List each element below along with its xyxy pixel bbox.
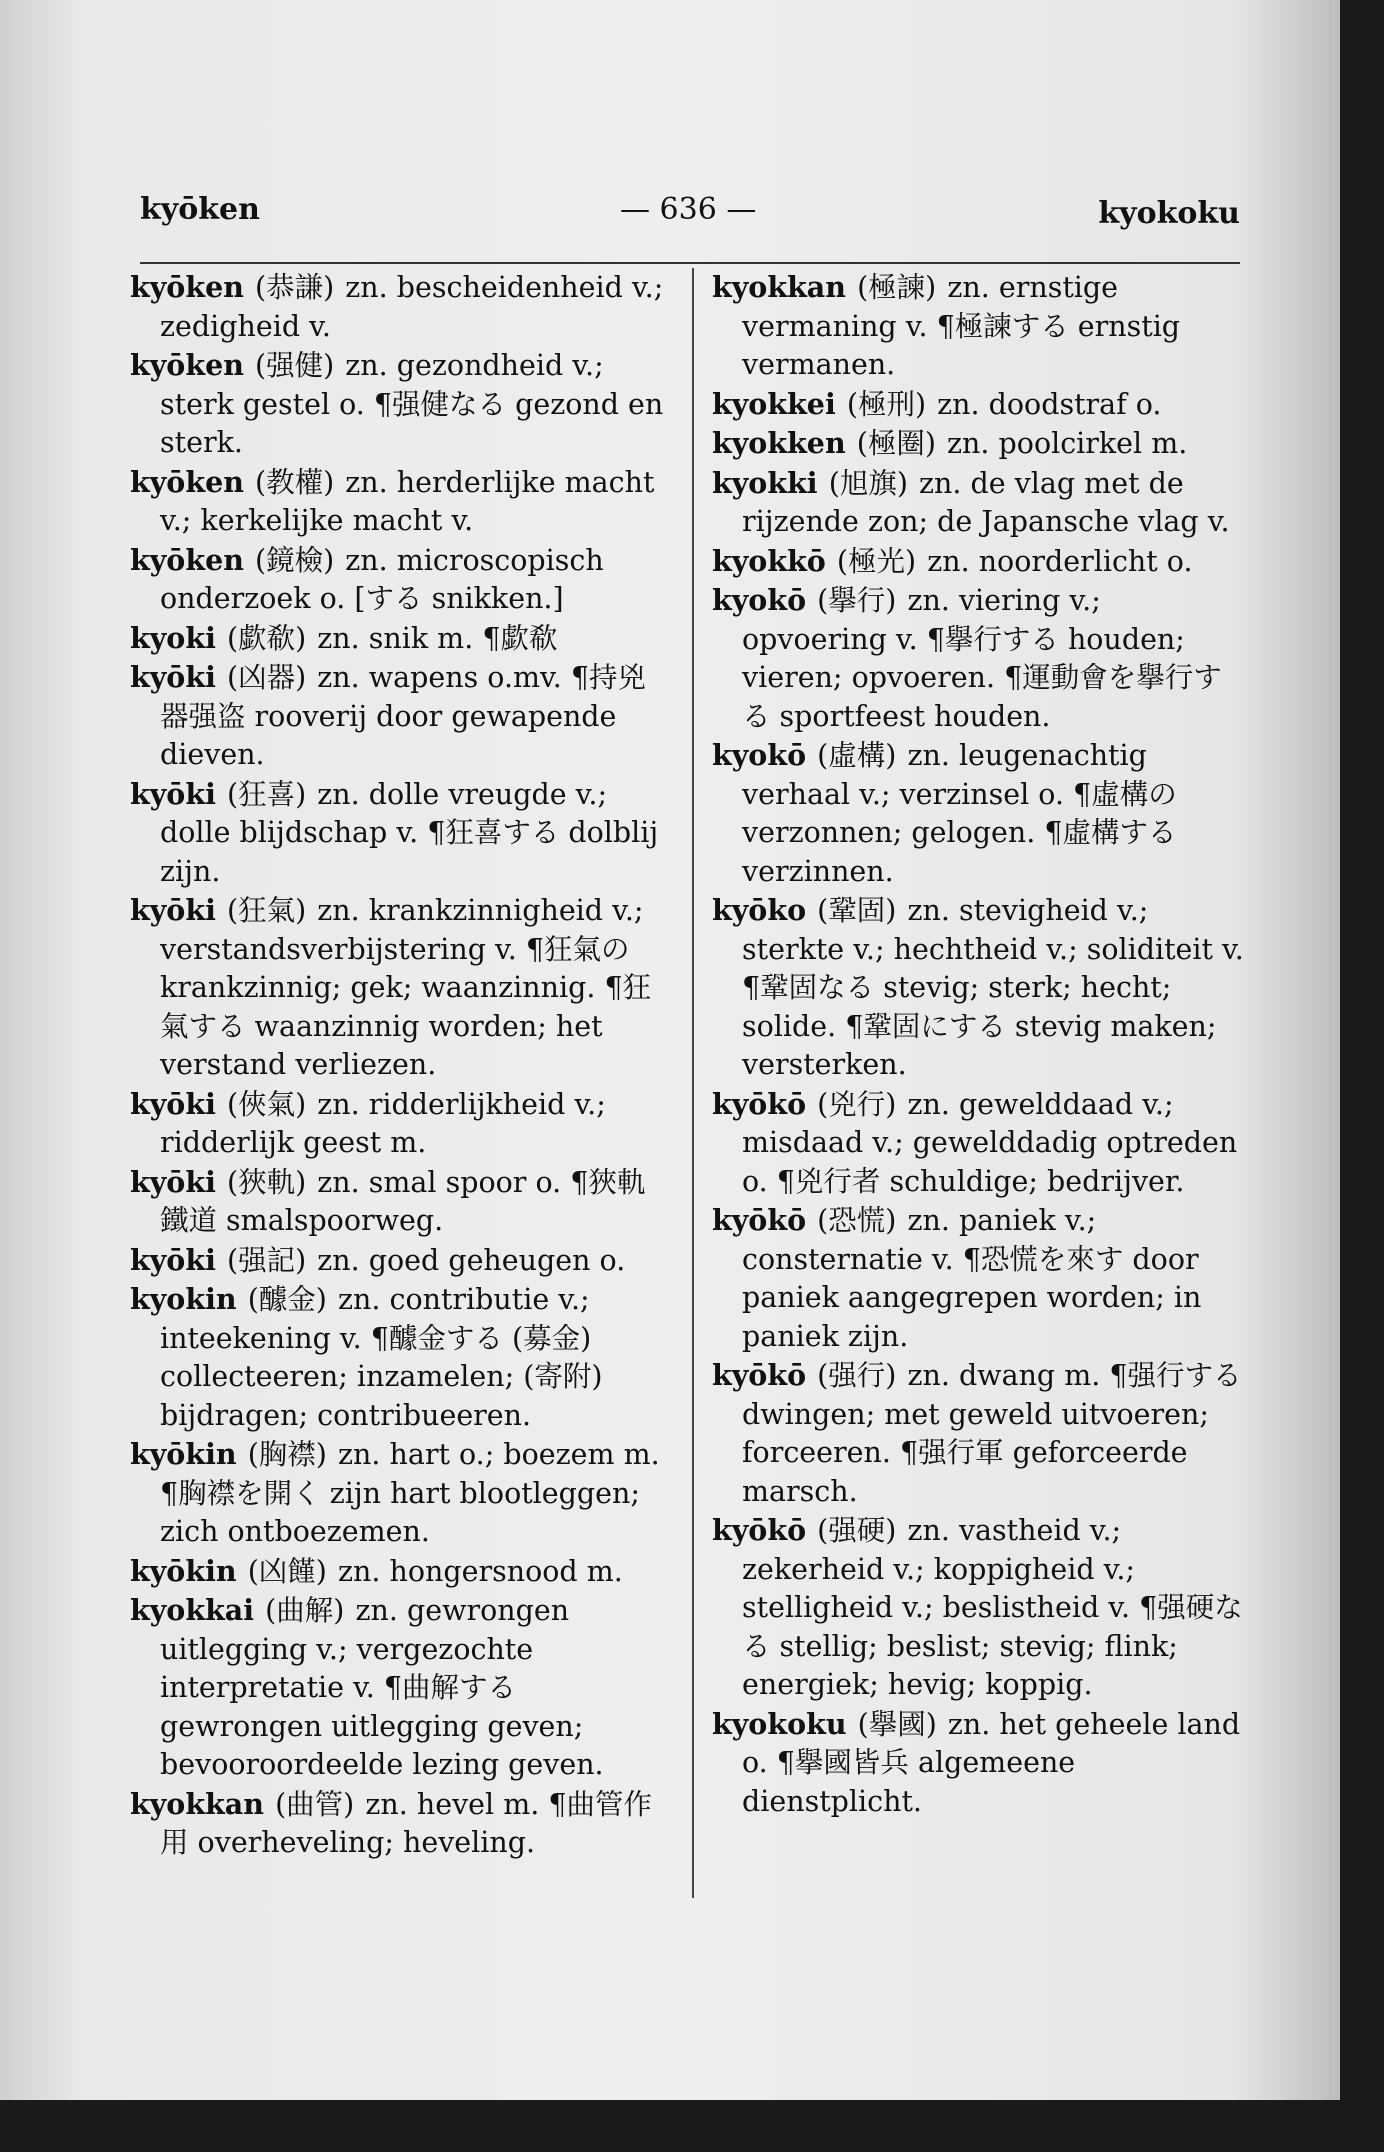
entry-kanji: (俠氣) bbox=[226, 1087, 307, 1121]
entry-definition: zn. doodstraf o. bbox=[937, 387, 1162, 421]
entry-definition: zn. paniek v.; consternatie v. ¶恐慌を來す door paniek aangegrepen worden; in paniek zijn. bbox=[742, 1204, 1202, 1353]
entry-kanji: (極圈) bbox=[856, 427, 936, 460]
entry-headword: kyōkō bbox=[712, 1203, 807, 1237]
dictionary-entry bbox=[712, 1201, 1247, 1356]
entry-kanji: (擧國) bbox=[857, 1707, 937, 1741]
page-number: — 636 — bbox=[620, 192, 757, 227]
left-column bbox=[130, 268, 665, 1863]
dictionary-entry bbox=[130, 619, 665, 659]
dictionary-entry bbox=[712, 385, 1247, 425]
entry-definition: zn. goed geheugen o. bbox=[317, 1243, 626, 1277]
entry-headword: kyōki bbox=[130, 893, 216, 927]
entry-headword: kyōkin bbox=[130, 1553, 237, 1588]
entry-kanji: (恭謙) bbox=[254, 271, 335, 304]
entry-headword: kyōki bbox=[130, 1086, 216, 1121]
dictionary-entry bbox=[130, 1163, 665, 1241]
entry-kanji: (兇行) bbox=[817, 1087, 897, 1121]
entry-kanji: (狂喜) bbox=[226, 777, 307, 811]
entry-definition: zn. smal spoor o. ¶狹軌鐵道 smalspoorweg. bbox=[160, 1165, 646, 1237]
entry-definition: zn. stevigheid v.; sterkte v.; hechtheid v.; soliditeit v. ¶鞏固なる stevig; sterk; hecht; solide. ¶鞏固にする stevig maken; versterken. bbox=[742, 894, 1244, 1081]
dictionary-entry bbox=[130, 891, 665, 1085]
entry-kanji: (胸襟) bbox=[247, 1438, 327, 1471]
entry-headword: kyōken bbox=[130, 542, 244, 577]
column-divider bbox=[692, 268, 694, 1898]
entry-headword: kyokin bbox=[130, 1282, 237, 1316]
entry-kanji: (教權) bbox=[254, 465, 335, 499]
entry-headword: kyokkai bbox=[130, 1593, 255, 1627]
entry-definition: zn. ernstige vermaning v. ¶極諫する ernstig vermanen. bbox=[742, 271, 1181, 381]
entry-kanji: (强記) bbox=[226, 1243, 307, 1277]
entry-headword: kyokoku bbox=[712, 1706, 847, 1741]
entry-headword: kyōki bbox=[130, 1164, 216, 1199]
entry-kanji: (凶器) bbox=[226, 661, 307, 694]
dictionary-entry bbox=[712, 1511, 1247, 1705]
entry-headword: kyokō bbox=[712, 738, 807, 772]
entry-definition: zn. noorderlicht o. bbox=[927, 544, 1193, 578]
entry-kanji: (狹軌) bbox=[226, 1165, 307, 1199]
entry-headword: kyokken bbox=[712, 426, 846, 460]
dictionary-entry bbox=[712, 581, 1247, 736]
entry-kanji: (虛構) bbox=[817, 739, 897, 772]
entry-headword: kyōkō bbox=[712, 1086, 807, 1121]
entry-headword: kyōki bbox=[130, 1242, 216, 1277]
entry-kanji: (旭旗) bbox=[828, 466, 908, 500]
entry-headword: kyoki bbox=[130, 620, 216, 655]
entry-headword: kyokkan bbox=[712, 270, 846, 304]
entry-kanji: (鏡檢) bbox=[254, 543, 335, 577]
entry-definition: zn. leugenachtig verhaal v.; verzinsel o. ¶虛構の verzonnen; gelogen. ¶虛構する verzinnen. bbox=[742, 739, 1177, 888]
dictionary-entry bbox=[130, 1241, 665, 1281]
dictionary-entry bbox=[130, 463, 665, 541]
entry-headword: kyōko bbox=[712, 893, 807, 927]
entry-headword: kyōkin bbox=[130, 1437, 237, 1471]
entry-kanji: (恐慌) bbox=[817, 1204, 897, 1237]
entry-headword: kyōken bbox=[130, 464, 244, 499]
entry-definition: zn. dwang m. ¶强行する dwingen; met geweld uitvoeren; forceeren. ¶强行軍 geforceerde marsch. bbox=[742, 1359, 1242, 1508]
dictionary-entry bbox=[130, 268, 665, 346]
entry-headword: kyōki bbox=[130, 776, 216, 811]
entry-kanji: (强硬) bbox=[817, 1514, 897, 1547]
entry-kanji: (曲解) bbox=[265, 1594, 345, 1627]
entry-definition: zn. het geheele land o. ¶擧國皆兵 algemeene dienstplicht. bbox=[742, 1707, 1241, 1818]
entry-definition: zn. gezondheid v.; sterk gestel o. ¶强健なる gezond en sterk. bbox=[160, 349, 664, 459]
dictionary-entry bbox=[130, 1785, 665, 1863]
entry-definition: zn. microscopisch onderzoek o. [する snikken.] bbox=[160, 543, 604, 615]
dictionary-entry bbox=[130, 775, 665, 892]
entry-headword: kyokkei bbox=[712, 386, 836, 421]
dictionary-entry bbox=[130, 1085, 665, 1163]
dictionary-entry bbox=[130, 1280, 665, 1435]
entry-headword: kyōkō bbox=[712, 1513, 807, 1547]
entry-definition: zn. krankzinnigheid v.; verstandsverbijstering v. ¶狂氣の krankzinnig; gek; waanzinnig. ¶狂氣する waanzinnig worden; het verstand verliezen. bbox=[160, 894, 652, 1081]
entry-headword: kyōkō bbox=[712, 1358, 807, 1392]
entry-definition: zn. bescheidenheid v.; zedigheid v. bbox=[160, 271, 664, 343]
dictionary-entry bbox=[712, 1356, 1247, 1511]
entry-definition: zn. contributie v.; inteekening v. ¶醵金する (募金) collecteeren; inzamelen; (寄附) bijdragen; contribueeren. bbox=[160, 1283, 603, 1432]
entry-definition: zn. hongersnood m. bbox=[338, 1554, 623, 1588]
dictionary-entry bbox=[712, 891, 1247, 1085]
entry-headword: kyōki bbox=[130, 660, 216, 694]
entry-kanji: (極諫) bbox=[857, 271, 937, 304]
entry-kanji: (鞏固) bbox=[817, 894, 897, 927]
entry-headword: kyokkō bbox=[712, 543, 826, 578]
entry-kanji: (狂氣) bbox=[226, 894, 307, 927]
entry-kanji: (極刑) bbox=[846, 387, 927, 421]
entry-headword: kyokkan bbox=[130, 1786, 264, 1821]
entry-definition: zn. herderlijke macht v.; kerkelijke macht v. bbox=[160, 465, 655, 537]
entry-kanji: (强健) bbox=[254, 349, 335, 382]
entry-headword: kyōken bbox=[130, 348, 244, 382]
entry-definition: zn. poolcirkel m. bbox=[947, 427, 1188, 460]
entry-kanji: (曲管) bbox=[275, 1787, 355, 1821]
header-left-guide-word: kyōken bbox=[140, 192, 260, 227]
header-rule bbox=[140, 262, 1240, 264]
dictionary-entry bbox=[130, 541, 665, 619]
entry-definition: zn. hart o.; boezem m. ¶胸襟を開く zijn hart blootleggen; zich ontboezemen. bbox=[160, 1438, 660, 1548]
dictionary-entry bbox=[712, 464, 1247, 542]
dictionary-entry bbox=[712, 424, 1247, 464]
entry-definition: zn. ridderlijkheid v.; ridderlijk geest m. bbox=[160, 1087, 606, 1159]
entry-headword: kyokō bbox=[712, 583, 807, 617]
running-head bbox=[140, 192, 1240, 232]
entry-kanji: (凶饉) bbox=[247, 1554, 327, 1588]
entry-definition: zn. vastheid v.; zekerheid v.; koppigheid v.; stelligheid v.; beslistheid v. ¶强硬なる stellig; beslist; stevig; flink; energiek; hevig; koppig. bbox=[742, 1514, 1243, 1701]
entry-definition: zn. gewelddaad v.; misdaad v.; gewelddadig optreden o. ¶兇行者 schuldige; bedrijver. bbox=[742, 1087, 1238, 1198]
dictionary-entry bbox=[712, 1705, 1247, 1822]
dictionary-entry bbox=[712, 542, 1247, 582]
right-column bbox=[712, 268, 1247, 1821]
entry-kanji: (擧行) bbox=[817, 584, 897, 617]
header-right-guide-word: kyokoku bbox=[1098, 196, 1240, 231]
entry-definition: zn. hevel m. ¶曲管作用 overheveling; heveling. bbox=[160, 1787, 653, 1859]
entry-definition: zn. viering v.; opvoering v. ¶擧行する houden; vieren; opvoeren. ¶運動會を擧行する sportfeest houden. bbox=[742, 584, 1222, 733]
dictionary-entry bbox=[130, 346, 665, 463]
entry-definition: zn. wapens o.mv. ¶持兇器强盗 rooverij door gewapende dieven. bbox=[160, 661, 647, 771]
entry-kanji: (强行) bbox=[817, 1359, 897, 1392]
entry-definition: zn. snik m. ¶歔欷 bbox=[317, 621, 558, 655]
dictionary-entry bbox=[130, 1552, 665, 1592]
entry-definition: zn. gewrongen uitlegging v.; vergezochte interpretatie v. ¶曲解する gewrongen uitlegging geven; bevooroordeelde lezing geven. bbox=[160, 1594, 604, 1781]
dictionary-entry bbox=[130, 1591, 665, 1785]
dictionary-entry bbox=[712, 1085, 1247, 1202]
dictionary-entry bbox=[712, 736, 1247, 891]
entry-definition: zn. de vlag met de rijzende zon; de Japansche vlag v. bbox=[742, 466, 1230, 538]
entry-kanji: (歔欷) bbox=[226, 621, 307, 655]
dictionary-entry bbox=[712, 268, 1247, 385]
entry-kanji: (醵金) bbox=[247, 1283, 327, 1316]
entry-kanji: (極光) bbox=[836, 544, 917, 578]
dictionary-entry bbox=[130, 1435, 665, 1552]
entry-headword: kyokki bbox=[712, 465, 818, 500]
dictionary-entry bbox=[130, 658, 665, 775]
entry-definition: zn. dolle vreugde v.; dolle blijdschap v. ¶狂喜する dolblij zijn. bbox=[160, 777, 659, 888]
entry-headword: kyōken bbox=[130, 270, 244, 304]
